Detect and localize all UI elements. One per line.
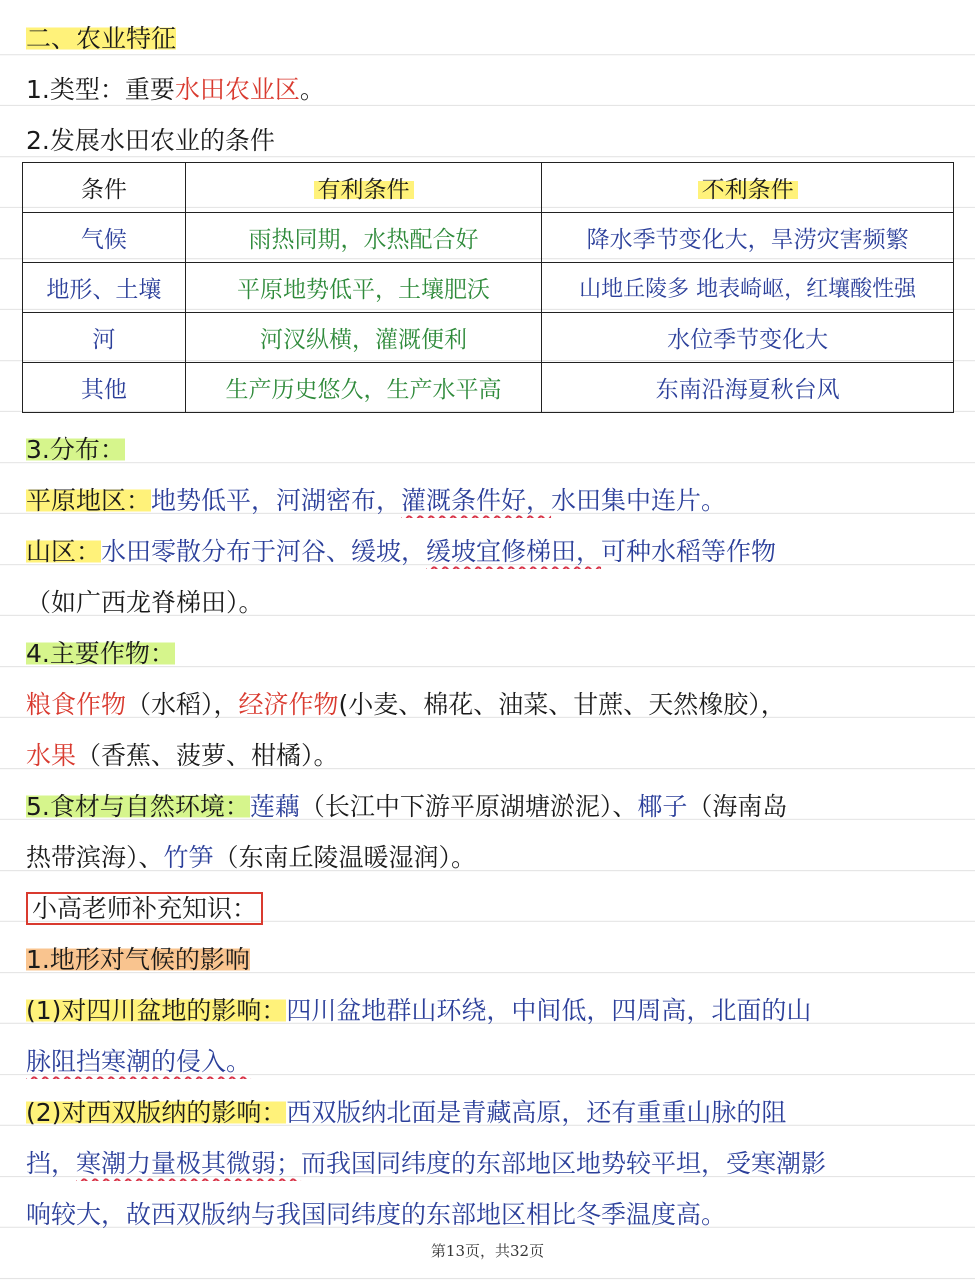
paddy-farming-term: 水田农业区	[174, 75, 300, 104]
conditions-heading: 2.发展水田农业的条件	[26, 126, 275, 155]
mountain-area-example: （如广西龙脊梯田）。	[26, 588, 264, 617]
xishuangbanna-line-3: 响较大，故西双版纳与我国同纬度的东部地区相比冬季温度高。	[26, 1200, 727, 1229]
table-row: 地形、土壤 平原地势低平，土壤肥沃 山地丘陵多 地表崎岖，红壤酸性强	[23, 263, 954, 313]
section-title: 二、农业特征	[26, 24, 177, 53]
sichuan-line-2: 脉阻挡寒潮的侵入。	[26, 1047, 252, 1076]
food-line-1: 5.食材与自然环境：莲藕（长江中下游平原湖塘淤泥）、椰子（海南岛	[26, 792, 788, 821]
table-header-row	[23, 163, 954, 213]
distribution-heading: 3.分布：	[26, 435, 125, 464]
crops-heading: 4.主要作物：	[26, 639, 175, 668]
table-row: 河 河汊纵横，灌溉便利 水位季节变化大	[23, 313, 954, 363]
sichuan-line-1: (1)对四川盆地的影响：四川盆地群山环绕，中间低，四周高，北面的山	[26, 996, 812, 1025]
type-label: 1.类型：	[26, 75, 125, 104]
supplement-label-line	[26, 892, 955, 926]
conditions-table	[22, 162, 954, 413]
page-number: 第13页，共32页	[430, 1242, 545, 1260]
crops-line-1: 粮食作物（水稻），经济作物(小麦、棉花、油菜、甘蔗、天然橡胶），	[26, 690, 786, 719]
food-line-2: 热带滨海）、竹笋（东南丘陵温暖湿润）。	[26, 843, 477, 872]
terrain-heading: 1.地形对气候的影响	[26, 945, 250, 974]
plain-area-line: 平原地区：地势低平，河湖密布，灌溉条件好，水田集中连片。	[26, 486, 727, 515]
table-row: 其他 生产历史悠久，生产水平高 东南沿海夏秋台风	[23, 363, 954, 413]
mountain-area-line: 山区：水田零散分布于河谷、缓坡，缓坡宜修梯田，可种水稻等作物	[26, 537, 777, 566]
xishuangbanna-line-2: 挡，寒潮力量极其微弱；而我国同纬度的东部地区地势较平坦，受寒潮影	[26, 1149, 827, 1178]
type-line: 1.类型：重要水田农业区。	[26, 75, 325, 104]
header-condition: 条件	[23, 163, 186, 213]
header-favorable: 有利条件	[185, 163, 542, 213]
supplement-label: 小高老师补充知识：	[26, 892, 263, 925]
header-unfavorable: 不利条件	[542, 163, 954, 213]
xishuangbanna-line-1: (2)对西双版纳的影响：西双版纳北面是青藏高原，还有重重山脉的阻	[26, 1098, 787, 1127]
crops-line-2: 水果（香蕉、菠萝、柑橘）。	[26, 741, 339, 770]
table-row: 气候 雨热同期，水热配合好 降水季节变化大，旱涝灾害频繁	[23, 213, 954, 263]
